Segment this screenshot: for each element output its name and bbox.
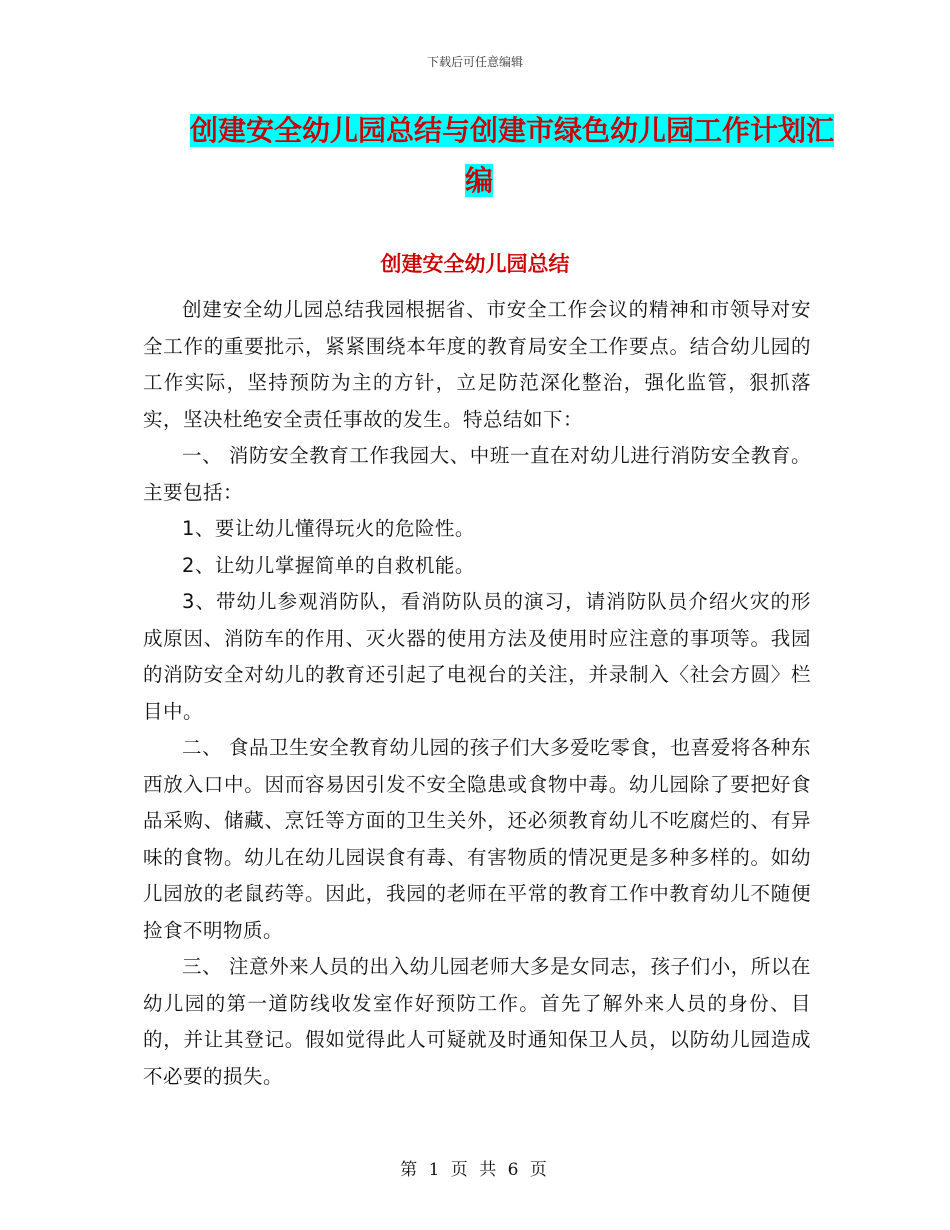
section-heading: 创建安全幼儿园总结 xyxy=(380,252,570,276)
header-note: 下载后可任意编辑 xyxy=(426,55,523,69)
paragraph: 3、带幼儿参观消防队，看消防队员的演习，请消防队员介绍火灾的形成原因、消防车的作用、灭火器的使用方法及使用时应注意的事项等。我园的消防安全对幼儿的教育还引起了电视台的关注，并录制入〈社会方圆〉栏目中。 xyxy=(143,590,811,723)
paragraph: 一、 消防安全教育工作我园大、中班一直在对幼儿进行消防安全教育。主要包括： xyxy=(143,444,811,504)
document-title xyxy=(190,110,835,210)
page-footer: 第 1 页 共 6 页 xyxy=(400,1160,550,1180)
paragraph: 创建安全幼儿园总结我园根据省、市安全工作会议的精神和市领导对安全工作的重要批示，紧紧围绕本年度的教育局安全工作要点。结合幼儿园的工作实际，坚持预防为主的方针，立足防范深化整治，强化监管，狠抓落实，坚决杜绝安全责任事故的发生。特总结如下： xyxy=(143,298,811,431)
title-line-1: 创建安全幼儿园总结与创建市绿色幼儿园工作计划汇 xyxy=(190,114,835,147)
paragraph: 三、 注意外来人员的出入幼儿园老师大多是女同志，孩子们小，所以在幼儿园的第一道防线收发室作好预防工作。首先了解外来人员的身份、目的，并让其登记。假如觉得此人可疑就及时通知保卫人员，以防幼儿园造成不必要的损失。 xyxy=(143,955,811,1088)
paragraph: 2、让幼儿掌握简单的自救机能。 xyxy=(182,553,475,577)
body-text xyxy=(143,292,811,1095)
title-line-2: 编 xyxy=(465,164,494,197)
paragraph: 二、 食品卫生安全教育幼儿园的孩子们大多爱吃零食，也喜爱将各种东西放入口中。因而容易因引发不安全隐患或食物中毒。幼儿园除了要把好食品采购、储藏、烹饪等方面的卫生关外，还必须教育幼儿不吃腐烂的、有异味的食物。幼儿在幼儿园误食有毒、有害物质的情况更是多种多样的。如幼儿园放的老鼠药等。因此，我园的老师在平常的教育工作中教育幼儿不随便捡食不明物质。 xyxy=(143,736,811,942)
paragraph: 1、要让幼儿懂得玩火的危险性。 xyxy=(182,517,475,540)
